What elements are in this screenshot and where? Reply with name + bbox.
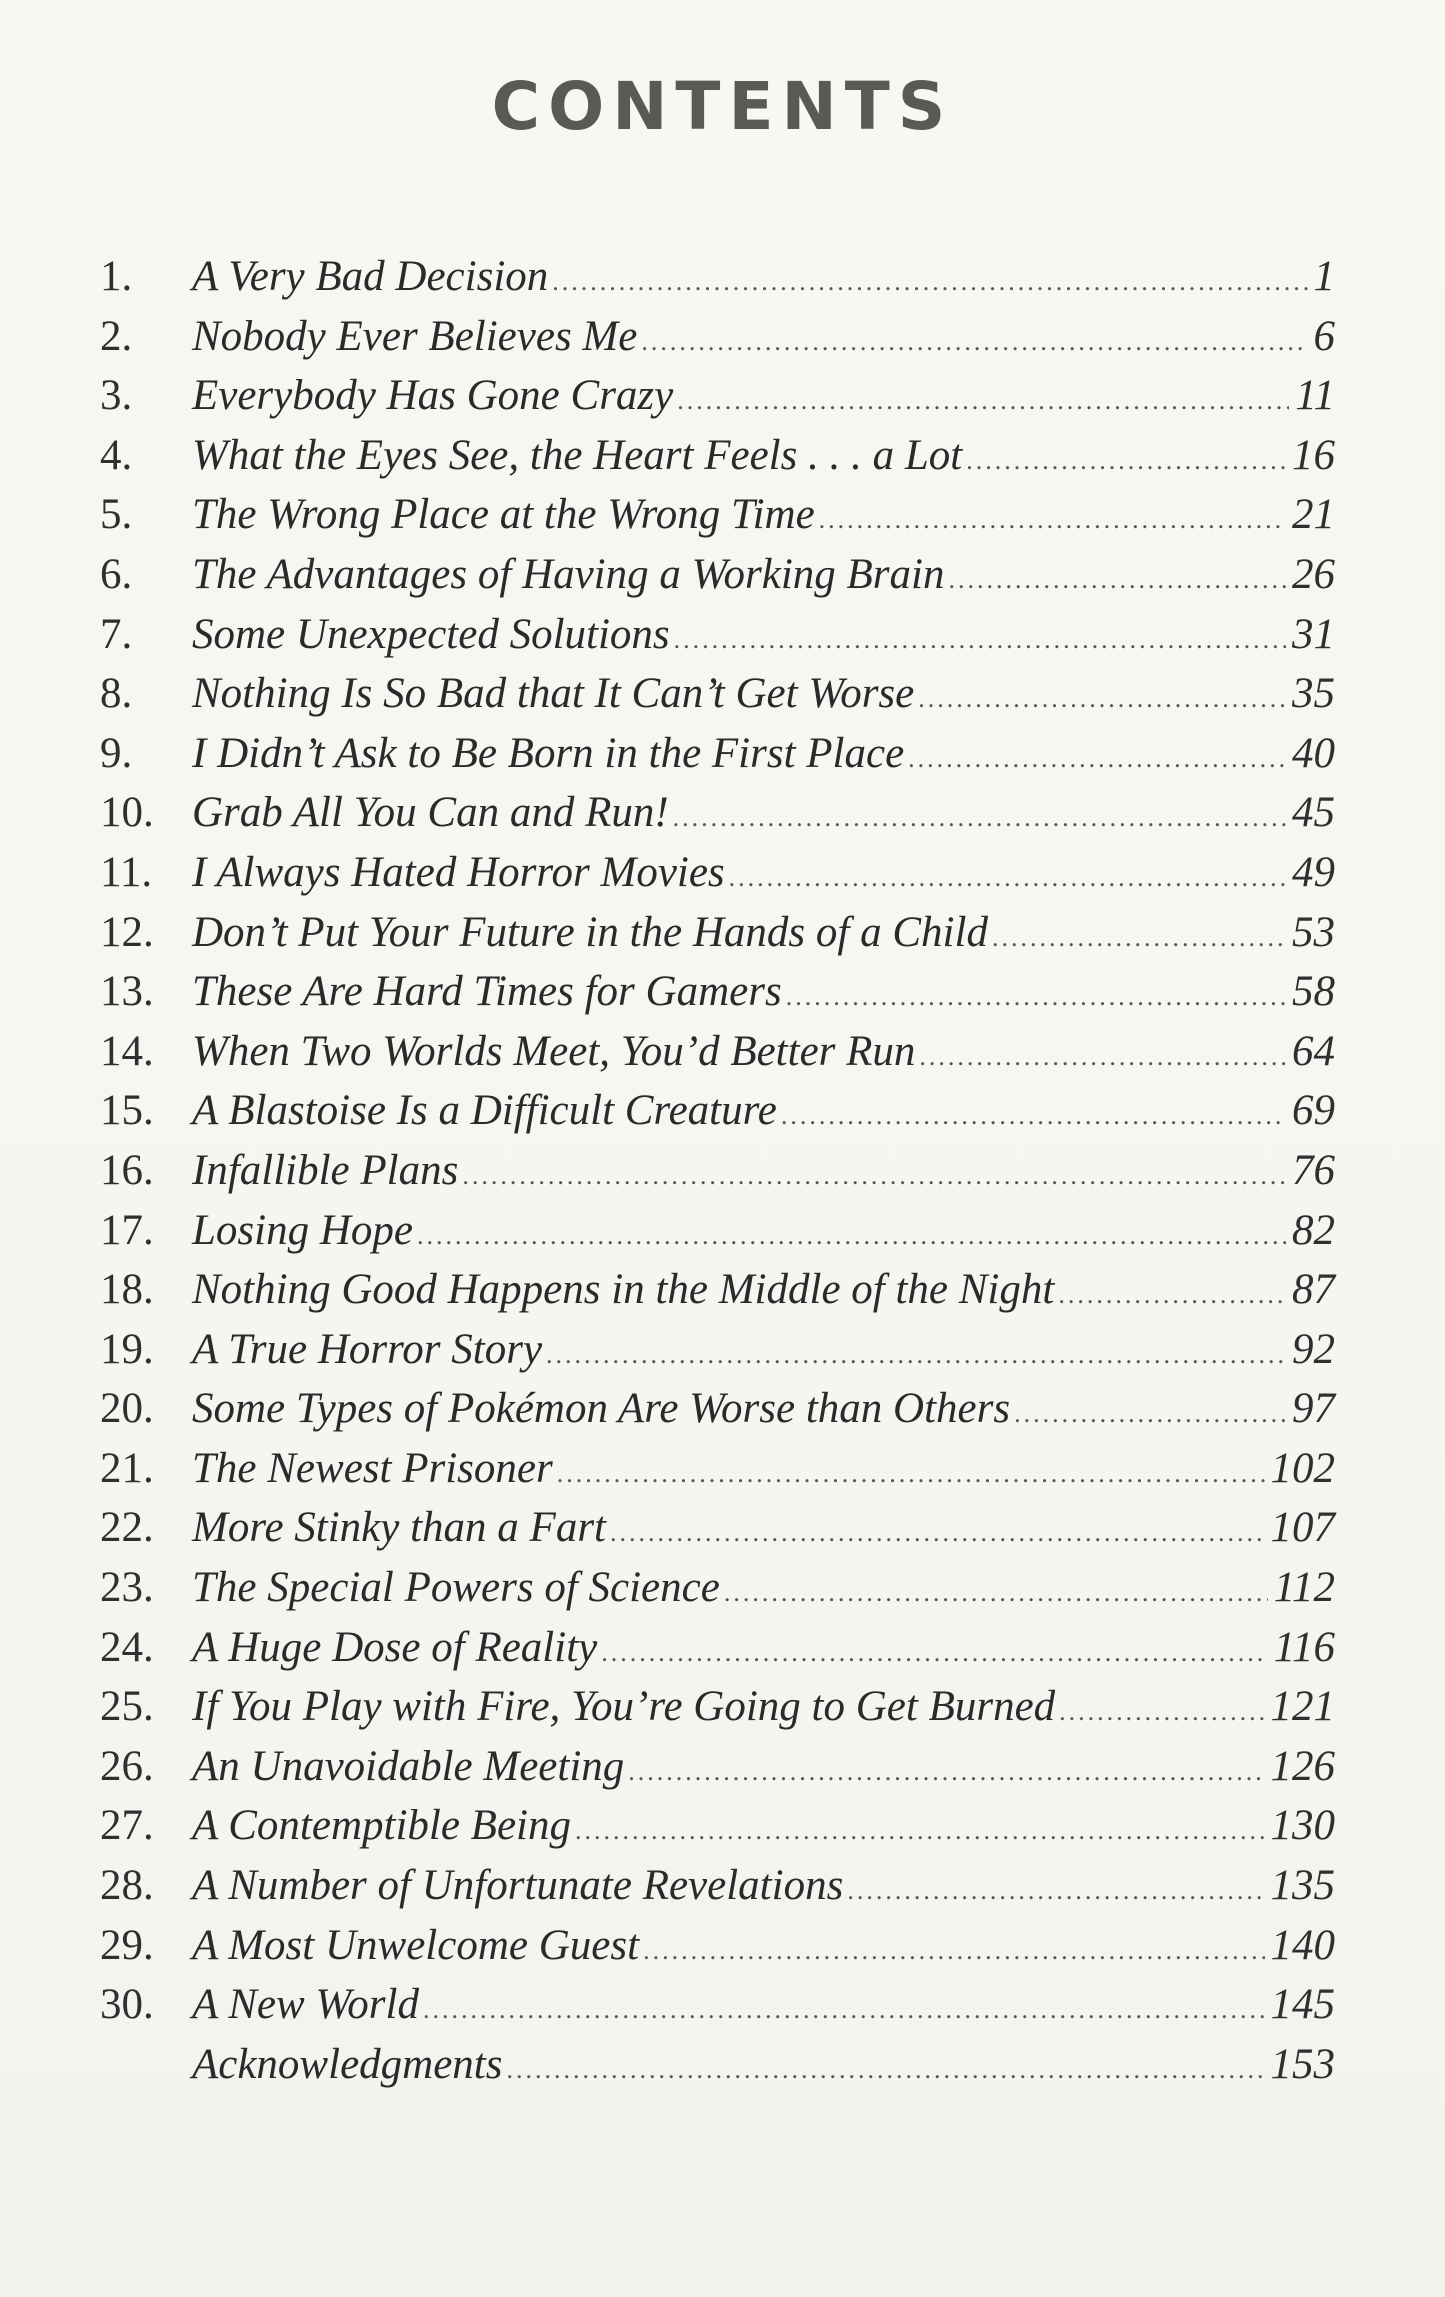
chapter-title: More Stinky than a Fart [192,1504,607,1552]
toc-entry [100,1260,1335,1320]
toc-entry [100,307,1335,367]
dot-leader [423,1980,1265,2040]
chapter-number: 21. [100,1444,154,1492]
chapter-number: 28. [100,1862,154,1910]
chapter-number: 25. [100,1683,154,1731]
chapter-number: 2. [100,312,133,360]
chapter-number: 9. [100,729,133,777]
chapter-title: These Are Hard Times for Gamers [192,968,782,1016]
page-number: 31 [1292,610,1335,658]
toc-entry [100,1201,1335,1261]
chapter-title: When Two Worlds Meet, You’d Better Run [192,1027,916,1075]
dot-leader [786,967,1286,1027]
toc-entry [100,1737,1335,1797]
page-number: 45 [1292,789,1335,837]
page-number: 116 [1273,1623,1335,1671]
page-number: 53 [1292,908,1335,956]
toc-entry [100,545,1335,605]
toc-entry [100,247,1335,307]
page-title: CONTENTS [491,68,954,145]
chapter-number: 10. [100,789,154,837]
chapter-number: 3. [100,372,133,420]
chapter-number: 7. [100,610,133,658]
chapter-number: 17. [100,1206,154,1254]
toc-entry [100,2035,1335,2095]
chapter-number: 15. [100,1087,154,1135]
chapter-title: A Number of Unfortunate Revelations [192,1862,844,1910]
chapter-title: What the Eyes See, the Heart Feels . . . a Lot [192,431,963,479]
chapter-number: 27. [100,1802,154,1850]
page-number: 82 [1292,1206,1335,1254]
toc-entry [100,962,1335,1022]
toc-entry [100,843,1335,903]
toc-entry [100,903,1335,963]
dot-leader [819,490,1286,550]
page-number: 40 [1292,729,1335,777]
chapter-number: 23. [100,1564,154,1612]
chapter-title: Grab All You Can and Run! [192,789,669,837]
dot-leader [673,788,1286,848]
dot-leader [781,1086,1286,1146]
dot-leader [992,908,1286,968]
dot-leader [417,1206,1286,1266]
page-number: 126 [1270,1742,1335,1790]
chapter-number: 30. [100,1981,154,2029]
dot-leader [546,1325,1286,1385]
page-number: 140 [1270,1921,1335,1969]
chapter-title: I Didn’t Ask to Be Born in the First Place [192,729,905,777]
page-number: 16 [1292,431,1335,479]
toc-entry [100,1022,1335,1082]
chapter-number: 26. [100,1742,154,1790]
chapter-title: Everybody Has Gone Crazy [192,372,674,420]
chapter-title: An Unavoidable Meeting [192,1742,625,1790]
dot-leader [674,610,1286,670]
dot-leader [677,371,1289,431]
page-number: 21 [1292,491,1335,539]
toc-entry [100,664,1335,724]
dot-leader [628,1742,1264,1802]
page-number: 35 [1292,670,1335,718]
page-number: 58 [1292,968,1335,1016]
dot-leader [575,1801,1265,1861]
page-number: 6 [1313,312,1335,360]
chapter-title: Some Types of Pokémon Are Worse than Others [192,1385,1011,1433]
toc-entry [100,426,1335,486]
dot-leader [919,1027,1286,1087]
chapter-title: Nothing Good Happens in the Middle of the Night [192,1266,1055,1314]
chapter-title: Infallible Plans [192,1146,459,1194]
chapter-number: 5. [100,491,133,539]
page-number: 112 [1273,1564,1335,1612]
chapter-number: 16. [100,1146,154,1194]
chapter-number: 22. [100,1504,154,1552]
chapter-number: 1. [100,253,133,300]
chapter-title: The Special Powers of Science [192,1564,720,1612]
chapter-title: I Always Hated Horror Movies [192,848,725,896]
dot-leader [1014,1384,1286,1444]
page-number: 92 [1292,1325,1335,1373]
toc-entry [100,1379,1335,1439]
page-number: 87 [1292,1266,1335,1314]
chapter-title: Losing Hope [192,1206,413,1254]
toc-entry [100,1618,1335,1678]
page-number: 64 [1292,1027,1335,1075]
toc-entry [100,1975,1335,2035]
toc-entry [100,366,1335,426]
page-number: 107 [1270,1504,1335,1552]
dot-leader [908,729,1286,789]
chapter-number: 24. [100,1623,154,1671]
chapter-number: 18. [100,1266,154,1314]
chapter-title: Nobody Ever Believes Me [192,312,638,360]
page-number: 130 [1270,1802,1335,1850]
toc-entry [100,485,1335,545]
dot-leader [557,1444,1265,1504]
chapter-title: If You Play with Fire, You’re Going to Get Burned [192,1683,1056,1731]
chapter-number: 8. [100,670,133,718]
toc-entry [100,1558,1335,1618]
chapter-number: 14. [100,1027,154,1075]
toc-entry [100,783,1335,843]
dot-leader [601,1623,1267,1683]
page-number: 145 [1270,1981,1335,2029]
dot-leader [918,669,1286,729]
table-of-contents [100,247,1335,2094]
page-number: 69 [1292,1087,1335,1135]
dot-leader [948,550,1286,610]
chapter-number: 13. [100,968,154,1016]
chapter-number: 4. [100,431,133,479]
chapter-number: 6. [100,550,133,598]
dot-leader [724,1563,1268,1623]
chapter-number: 19. [100,1325,154,1373]
chapter-number: 29. [100,1921,154,1969]
toc-entry [100,1439,1335,1499]
chapter-title: A Contemptible Being [192,1802,571,1850]
dot-leader [610,1503,1264,1563]
chapter-title: A True Horror Story [192,1325,543,1373]
page-number: 76 [1292,1146,1335,1194]
chapter-title: Nothing Is So Bad that It Can’t Get Worse [192,670,915,718]
toc-entry [100,1498,1335,1558]
page-number: 153 [1270,2040,1335,2088]
chapter-title: A Blastoise Is a Difficult Creature [192,1087,777,1135]
dot-leader [1059,1682,1264,1742]
dot-leader [506,2040,1264,2100]
chapter-title: Acknowledgments [192,2040,503,2088]
page-number: 135 [1270,1862,1335,1910]
page-number: 102 [1270,1444,1335,1492]
chapter-number: 11. [100,848,153,896]
toc-entry [100,1141,1335,1201]
dot-leader [462,1146,1286,1206]
toc-entry [100,1856,1335,1916]
page-number: 97 [1292,1385,1335,1433]
dot-leader [1058,1265,1286,1325]
page-number: 1 [1313,253,1335,300]
page-number: 49 [1292,848,1335,896]
dot-leader [729,848,1286,908]
dot-leader [643,1921,1264,1981]
toc-entry [100,1916,1335,1976]
chapter-number: 12. [100,908,154,956]
chapter-title: A Huge Dose of Reality [192,1623,598,1671]
chapter-title: The Newest Prisoner [192,1444,553,1492]
toc-entry [100,724,1335,784]
chapter-title: Don’t Put Your Future in the Hands of a Child [192,908,988,956]
chapter-title: A Most Unwelcome Guest [192,1921,640,1969]
toc-entry [100,1677,1335,1737]
chapter-title: A New World [192,1981,419,2029]
page-number: 11 [1295,372,1335,420]
toc-entry [100,605,1335,665]
toc-entry [100,1796,1335,1856]
page-number: 26 [1292,550,1335,598]
chapter-number: 20. [100,1385,154,1433]
chapter-title: The Wrong Place at the Wrong Time [192,491,815,539]
toc-entry [100,1320,1335,1380]
chapter-title: A Very Bad Decision [192,253,549,300]
dot-leader [966,431,1286,491]
chapter-title: The Advantages of Having a Working Brain [192,550,945,598]
dot-leader [847,1861,1264,1921]
page-number: 121 [1270,1683,1335,1731]
toc-entry [100,1081,1335,1141]
dot-leader [641,312,1307,372]
dot-leader [552,252,1307,312]
chapter-title: Some Unexpected Solutions [192,610,670,658]
